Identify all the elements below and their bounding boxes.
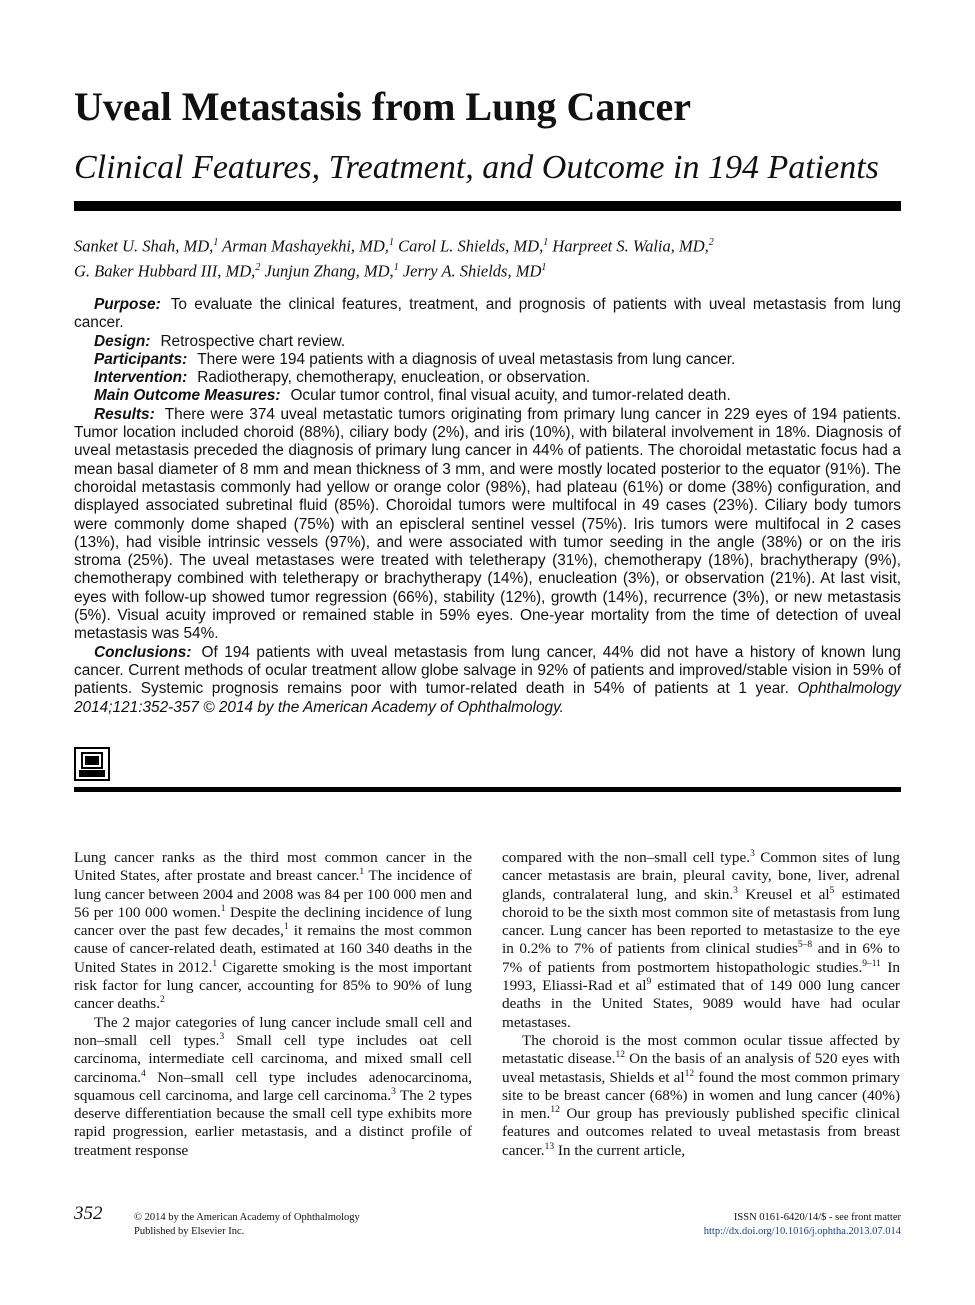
author-affiliation: 1 xyxy=(213,237,219,248)
author: G. Baker Hubbard III, MD, xyxy=(74,261,256,280)
citation-ref[interactable]: 1 xyxy=(220,903,226,914)
citation-ref[interactable]: 9–11 xyxy=(862,958,881,969)
footer-left xyxy=(134,1211,360,1239)
body-paragraph xyxy=(74,849,472,1014)
body-text: estimated that of 149 000 lung cancer deaths in the United States, 9089 would have had ocular metastases. xyxy=(502,977,900,1031)
abstract-label: Main Outcome Measures: xyxy=(94,387,281,405)
abstract-intervention xyxy=(74,369,901,387)
body-text: In 1993, Eliassi-Rad et al xyxy=(502,958,900,995)
article-title: Uveal Metastasis from Lung Cancer xyxy=(74,84,691,129)
abstract-label: Purpose: xyxy=(94,296,161,313)
citation-ref[interactable]: 5 xyxy=(829,885,835,896)
abstract xyxy=(74,296,901,717)
abstract-text: Ocular tumor control, final visual acuity, and tumor-related death. xyxy=(290,387,731,405)
citation-ref[interactable]: 3 xyxy=(750,848,755,859)
body-paragraph xyxy=(502,849,900,1032)
abstract-text: Retrospective chart review. xyxy=(160,332,346,350)
author: Arman Mashayekhi, MD, xyxy=(222,236,389,256)
citation-ref[interactable]: 4 xyxy=(141,1068,146,1079)
citation-ref[interactable]: 2 xyxy=(160,995,165,1006)
abstract-participants xyxy=(74,351,901,369)
citation-ref[interactable]: 1 xyxy=(212,958,218,969)
abstract-text: There were 374 uveal metastatic tumors originating from primary lung cancer in 229 eyes of 194 patients. Tumor location included choroid (88%), ciliary body (2%), and iris (10%), with bilateral involvement in 18%. Diagnosis of uveal metastasis preceded the diagnosis of primary lung cancer in 44% of patients. The choroidal metastatic focus had a mean basal diameter of 8 mm and mean thickness of 3 mm, and were mostly located posterior to the equator (91%). The choroidal metastasis commonly had yellow or orange color (98%), had plateau (61%) or dome (38%) configuration, and displayed associated subretinal fluid (85%). Choroidal tumors were multifocal in 49 cases (23%). Ciliary body tumors were commonly dome shaped (75%) with an episcleral sentinel vessel (75%). Iris tumors were multifocal in 2 cases (13%), had visible intrinsic vessels (97%), and were associated with tumor seeding in the angle (38%) or on the iris stroma (25%). The uveal metastases were treated with teletherapy (31%), chemotherapy (18%), brachytherapy (9%), chemotherapy combined with teletherapy or brachytherapy (14%), enucleation (3%), or observation (21%). At last visit, eyes with follow-up showed tumor regression (66%), stability (12%), growth (14%), recurrence (3%), or new metastasis (5%). Visual acuity improved or remained stable in 59% eyes. One-year mortality from the time of detection of uveal metastasis was 54%. xyxy=(74,405,901,643)
abstract-text: Of 194 patients with uveal metastasis from lung cancer, 44% did not have a history of known lung cancer. Current methods of ocular treatment allow globe salvage in 92% of patients and improved/stable vision in 59% of patients. Systemic prognosis remains poor with tumor-related death in 54% of patients at 1 year. xyxy=(74,643,901,698)
body-text: Common sites of lung cancer metastasis are brain, pleural cavity, bone, liver, adrenal glands, contralateral lung, and skin. xyxy=(502,849,900,903)
author-affiliation: 2 xyxy=(255,261,261,273)
body-text: On the basis of an analysis of 520 eyes with uveal metastasis, Shields et al xyxy=(502,1050,900,1086)
body-text: In the current article, xyxy=(554,1141,686,1159)
body-text: it remains the most common cause of cancer-related death, estimated at 160 340 deaths in the United States in 2012. xyxy=(74,922,472,976)
body-text: The choroid is the most common ocular tissue affected by metastatic disease. xyxy=(502,1031,900,1068)
abstract-text: To evaluate the clinical features, treatment, and prognosis of patients with uveal metastasis from lung cancer. xyxy=(74,296,901,332)
body-text: Small cell type includes oat cell carcinoma, intermediate cell carcinoma, and mixed small cell carcinoma. xyxy=(74,1031,472,1086)
body-text: Despite the declining incidence of lung cancer over the past few decades, xyxy=(74,903,472,940)
body-column-right xyxy=(502,849,900,1160)
citation-ref[interactable]: 9 xyxy=(646,977,652,988)
abstract-rule xyxy=(74,787,901,792)
author-affiliation: 1 xyxy=(388,237,394,248)
body-text: Lung cancer ranks as the third most common cancer in the United States, after prostate and breast cancer. xyxy=(74,849,472,885)
body-text: The 2 types deserve differentiation because the small cell type exhibits more rapid progression, earlier metastasis, and a distinct profile of treatment response xyxy=(74,1086,472,1159)
abstract-design xyxy=(74,333,901,351)
abstract-results xyxy=(74,406,901,644)
citation-ref[interactable]: 3 xyxy=(733,885,738,896)
abstract-label: Conclusions: xyxy=(94,643,192,661)
citation-ref[interactable]: 13 xyxy=(544,1141,555,1152)
author-affiliation: 1 xyxy=(393,261,399,273)
citation-ref[interactable]: 3 xyxy=(391,1086,396,1097)
body-column-left xyxy=(74,849,472,1160)
citation-ref[interactable]: 12 xyxy=(550,1105,560,1116)
author: Junjun Zhang, MD, xyxy=(264,261,394,280)
body-text: and in 6% to 7% of patients from postmortem histopathologic studies. xyxy=(502,940,900,976)
abstract-purpose xyxy=(74,296,901,333)
powerpoint-slides-icon[interactable] xyxy=(74,747,110,781)
citation-ref[interactable]: 1 xyxy=(359,867,365,878)
author: Jerry A. Shields, MD xyxy=(402,261,542,280)
body-text: compared with the non–small cell type. xyxy=(502,849,751,866)
body-text: The 2 major categories of lung cancer include small cell and non–small cell types. xyxy=(74,1013,472,1049)
abstract-measures xyxy=(74,387,901,405)
author-affiliation: 1 xyxy=(543,237,549,248)
abstract-label: Participants: xyxy=(94,350,188,368)
body-paragraph xyxy=(74,1014,472,1160)
footer-right xyxy=(704,1211,901,1239)
abstract-text: There were 194 patients with a diagnosis of uveal metastasis from lung cancer. xyxy=(197,350,736,368)
body-text: The incidence of lung cancer between 2004 and 2008 was 84 per 100 000 men and 56 per 100 000 women. xyxy=(74,867,472,921)
issn: ISSN 0161-6420/14/$ - see front matter xyxy=(733,1212,901,1223)
abstract-conclusions xyxy=(74,644,901,717)
author-list xyxy=(74,232,914,281)
abstract-text: Radiotherapy, chemotherapy, enucleation, or observation. xyxy=(197,369,591,387)
abstract-label: Results: xyxy=(94,405,155,423)
author: Sanket U. Shah, MD, xyxy=(74,236,214,256)
publisher: Published by Elsevier Inc. xyxy=(134,1226,245,1237)
body-text: found the most common primary site to be breast cancer (68%) in women and lung cancer (40%) in men. xyxy=(502,1068,900,1123)
author: Harpreet S. Walia, MD, xyxy=(552,236,709,256)
author-affiliation: 1 xyxy=(541,261,547,273)
body-text: Kreusel et al xyxy=(737,885,830,903)
citation-ref[interactable]: 3 xyxy=(219,1031,225,1042)
copyright: © 2014 by the American Academy of Ophthalmology xyxy=(134,1212,360,1223)
title-rule xyxy=(74,201,901,211)
article-subtitle: Clinical Features, Treatment, and Outcome in 194 Patients xyxy=(74,149,879,186)
author-affiliation: 2 xyxy=(708,237,714,248)
citation-ref[interactable]: 12 xyxy=(615,1050,625,1061)
abstract-label: Design: xyxy=(94,332,151,350)
body-text: Non–small cell type includes adenocarcinoma, squamous cell carcinoma, and large cell carcinoma. xyxy=(74,1068,472,1104)
doi-link[interactable]: http://dx.doi.org/10.1016/j.ophtha.2013.07.014 xyxy=(703,1226,901,1237)
citation-ref[interactable]: 12 xyxy=(684,1068,695,1079)
citation-ref[interactable]: 5–8 xyxy=(797,940,813,951)
body-text: estimated choroid to be the sixth most common site of metastasis from lung cancer. Lung cancer has been reported to metastasize to the eye in 0.2% to 7% of patients from clinical studies xyxy=(502,885,900,958)
body-paragraph xyxy=(502,1032,900,1160)
abstract-label: Intervention: xyxy=(94,369,188,387)
page-number: 352 xyxy=(74,1203,103,1224)
citation-ref[interactable]: 1 xyxy=(283,922,289,933)
body-text: Cigarette smoking is the most important risk factor for lung cancer, accounting for 85% to 90% of lung cancer deaths. xyxy=(74,958,472,1013)
body-text: Our group has previously published specific clinical features and outcomes related to uveal metastasis from breast cancer. xyxy=(502,1105,900,1159)
abstract-citation: Ophthalmology 2014;121:352-357 © 2014 by the American Academy of Ophthalmology. xyxy=(74,680,901,716)
author: Carol L. Shields, MD, xyxy=(398,236,544,256)
